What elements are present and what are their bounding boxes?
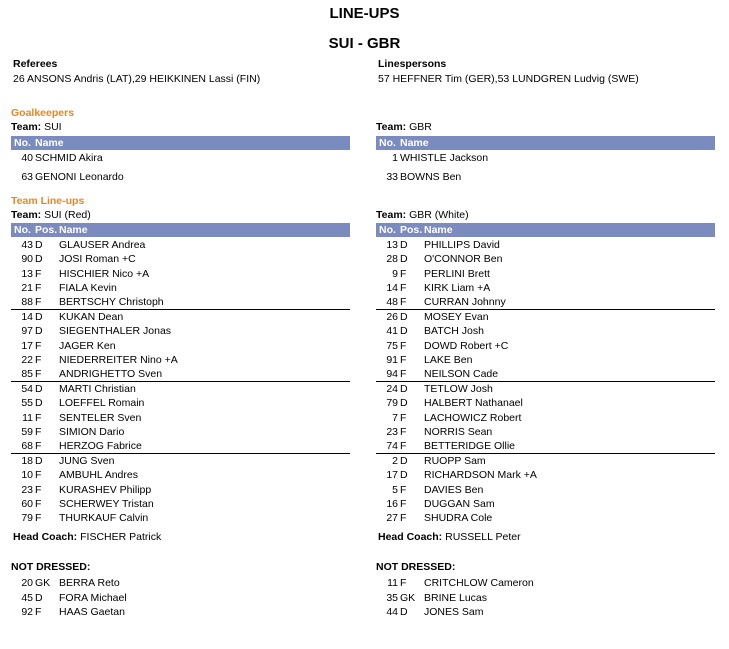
gk-team-left (11, 121, 62, 133)
player-row (376, 425, 715, 439)
player-name: BERTSCHY Christoph (59, 296, 164, 309)
player-number: 9 (392, 267, 398, 280)
player-position: F (400, 281, 407, 294)
player-name: SIMION Dario (59, 425, 125, 438)
player-row (11, 439, 350, 453)
player-position: D (35, 383, 43, 395)
player-name: SCHMID Akira (35, 152, 103, 164)
player-position: F (400, 353, 407, 366)
player-row (376, 310, 715, 324)
player-number: 21 (21, 281, 33, 294)
player-number: 24 (386, 383, 398, 395)
player-name: CRITCHLOW Cameron (424, 577, 534, 589)
player-name: KURASHEV Philipp (59, 483, 152, 496)
player-number: 35 (386, 591, 398, 604)
player-number: 11 (387, 577, 398, 589)
player-row (11, 252, 350, 266)
player-position: D (35, 239, 43, 251)
player-row (376, 281, 715, 295)
player-row (376, 324, 715, 338)
player-position: D (400, 455, 408, 467)
player-name: HERZOG Fabrice (59, 440, 142, 453)
player-row (11, 411, 350, 425)
player-name: ANDRIGHETTO Sven (59, 368, 163, 381)
lineup-header-right-no: No. (379, 224, 396, 236)
player-row (11, 605, 350, 619)
player-name: SENTELER Sven (59, 411, 142, 424)
player-row (11, 324, 350, 338)
player-position: F (400, 368, 407, 381)
player-number: 16 (386, 497, 398, 510)
player-row (11, 497, 350, 511)
player-position: F (35, 281, 42, 294)
player-position: F (35, 353, 42, 366)
gk-header-left-name: Name (35, 137, 64, 149)
player-name: JONES Sam (424, 606, 484, 618)
player-number: 85 (21, 368, 33, 381)
lineup-header-left-name: Name (59, 224, 88, 236)
player-position: F (400, 267, 407, 280)
player-name: CURRAN Johnny (424, 296, 506, 309)
player-position: GK (400, 591, 416, 604)
player-number: 28 (386, 253, 398, 266)
player-name: KUKAN Dean (59, 311, 124, 323)
player-number: 48 (386, 296, 398, 309)
player-name: DAVIES Ben (424, 483, 484, 496)
player-number: 13 (386, 239, 398, 251)
player-number: 45 (21, 591, 33, 604)
player-number: 43 (21, 239, 33, 251)
player-name: BATCH Josh (424, 325, 484, 338)
player-number: 55 (21, 397, 33, 410)
lineup-team-right-label: Team: (376, 209, 407, 221)
player-number: 60 (21, 497, 33, 510)
head-coach-left-label: Head Coach: (13, 531, 78, 543)
player-name: MOSEY Evan (424, 311, 489, 323)
player-row (11, 267, 350, 281)
player-name: RUOPP Sam (424, 455, 486, 467)
referees-value: 26 ANSONS Andris (LAT),29 HEIKKINEN Lassi (FIN) (13, 73, 261, 85)
player-name: LAKE Ben (424, 353, 473, 366)
goalkeepers-section-label: Goalkeepers (11, 107, 75, 119)
player-position: D (35, 455, 43, 467)
player-name: JAGER Ken (59, 339, 116, 352)
player-number: 88 (21, 296, 33, 309)
lineup-team-left-label: Team: (11, 209, 42, 221)
player-row (376, 454, 715, 468)
player-position: D (35, 253, 43, 266)
player-row (376, 411, 715, 425)
player-number: 17 (21, 339, 33, 352)
player-number: 91 (386, 353, 398, 366)
player-row (376, 468, 715, 482)
player-name: BETTERIDGE Ollie (424, 440, 516, 453)
lineups-section-label: Team Line-ups (11, 195, 85, 207)
player-name: NEILSON Cade (424, 368, 499, 381)
gk-header-left (11, 136, 350, 150)
player-position: F (35, 411, 42, 424)
player-position: D (400, 383, 408, 395)
player-name: JOSI Roman +C (59, 253, 136, 266)
player-row (11, 281, 350, 295)
player-number: 23 (21, 483, 33, 496)
player-position: F (400, 296, 407, 309)
lineup-header-right-pos: Pos. (400, 224, 423, 236)
player-name: DUGGAN Sam (424, 497, 495, 510)
player-position: F (35, 483, 42, 496)
player-number: 54 (21, 383, 33, 395)
player-position: F (35, 339, 42, 352)
player-position: D (400, 311, 408, 323)
player-number: 14 (386, 281, 398, 294)
player-name: BERRA Reto (59, 577, 120, 589)
player-number: 11 (22, 411, 33, 424)
player-row (11, 511, 350, 525)
not-dressed-right-label: NOT DRESSED: (376, 561, 456, 573)
player-name: SHUDRA Cole (424, 512, 493, 525)
player-name: LACHOWICZ Robert (424, 411, 522, 424)
player-number: 75 (386, 339, 398, 352)
player-row (376, 252, 715, 266)
player-number: 92 (21, 606, 33, 618)
player-number: 94 (386, 368, 398, 381)
player-position: F (35, 512, 42, 525)
player-position: F (35, 606, 42, 618)
player-name: SIEGENTHALER Jonas (59, 325, 172, 338)
lineup-header-left-no: No. (14, 224, 31, 236)
player-row (376, 382, 715, 396)
player-row (376, 576, 715, 590)
player-row (11, 238, 350, 252)
player-position: F (400, 440, 407, 453)
gk-header-right-name: Name (400, 137, 429, 149)
player-row (376, 170, 715, 184)
player-row (376, 591, 715, 605)
player-number: 97 (21, 325, 33, 338)
player-name: PERLINI Brett (424, 267, 490, 280)
player-name: HALBERT Nathanael (424, 397, 523, 410)
player-name: NORRIS Sean (424, 425, 493, 438)
matchup-title: SUI - GBR (328, 35, 401, 52)
player-number: 26 (386, 311, 398, 323)
player-number: 20 (21, 577, 33, 589)
player-row (376, 483, 715, 497)
player-row (11, 295, 350, 309)
gk-team-right-value: GBR (409, 121, 432, 133)
lineup-header-right-name: Name (424, 224, 453, 236)
player-row (11, 367, 350, 381)
player-number: 90 (21, 253, 33, 266)
player-position: F (400, 497, 407, 510)
player-position: F (35, 425, 42, 438)
player-number: 23 (386, 425, 398, 438)
player-row (376, 295, 715, 309)
player-name: THURKAUF Calvin (59, 512, 149, 525)
player-row (11, 483, 350, 497)
player-row (11, 454, 350, 468)
player-row (11, 425, 350, 439)
player-row (11, 151, 350, 165)
player-position: F (400, 425, 407, 438)
player-number: 18 (21, 455, 33, 467)
lineup-team-left (11, 209, 91, 221)
gk-header-left-no: No. (14, 137, 31, 149)
head-coach-left-value: FISCHER Patrick (80, 531, 162, 543)
lineup-header-left (11, 223, 350, 237)
player-name: AMBUHL Andres (59, 469, 138, 482)
player-position: D (400, 397, 408, 410)
head-coach-right (378, 531, 521, 543)
player-number: 68 (21, 440, 33, 453)
player-row (376, 497, 715, 511)
player-row (11, 576, 350, 590)
player-row (11, 353, 350, 367)
player-row (11, 396, 350, 410)
player-position: F (400, 512, 407, 525)
player-number: 7 (392, 411, 398, 424)
player-position: D (400, 239, 408, 251)
player-number: 40 (21, 152, 33, 164)
player-position: D (35, 591, 43, 604)
player-number: 41 (386, 325, 398, 338)
player-name: HISCHIER Nico +A (59, 267, 150, 280)
player-position: F (400, 411, 407, 424)
player-number: 10 (21, 469, 33, 482)
player-name: GLAUSER Andrea (59, 239, 146, 251)
player-name: MARTI Christian (59, 383, 136, 395)
player-name: GENONI Leonardo (35, 171, 124, 183)
player-row (11, 382, 350, 396)
player-number: 17 (386, 469, 398, 482)
player-position: F (35, 368, 42, 381)
player-row (376, 238, 715, 252)
lineup-team-right-value: GBR (White) (409, 209, 469, 221)
not-dressed-left-label: NOT DRESSED: (11, 561, 91, 573)
player-position: D (400, 325, 408, 338)
head-coach-right-value: RUSSELL Peter (445, 531, 521, 543)
player-number: 59 (21, 425, 33, 438)
lineup-team-left-value: SUI (Red) (44, 209, 91, 221)
linespersons-value: 57 HEFFNER Tim (GER),53 LUNDGREN Ludvig (SWE) (378, 73, 639, 85)
player-name: O'CONNOR Ben (424, 253, 503, 266)
player-number: 27 (386, 512, 398, 525)
player-number: 14 (21, 311, 33, 323)
player-number: 33 (386, 171, 398, 183)
player-name: WHISTLE Jackson (400, 152, 489, 164)
player-number: 2 (392, 455, 398, 467)
gk-team-left-label: Team: (11, 121, 42, 133)
player-row (376, 439, 715, 453)
player-number: 1 (392, 152, 398, 164)
player-number: 79 (21, 512, 33, 525)
player-position: D (35, 325, 43, 338)
player-number: 5 (392, 483, 398, 496)
player-name: BRINE Lucas (424, 591, 488, 604)
player-row (11, 468, 350, 482)
player-row (11, 170, 350, 184)
player-name: FORA Michael (59, 591, 127, 604)
player-position: D (400, 253, 408, 266)
player-position: F (35, 267, 42, 280)
player-row (11, 310, 350, 324)
player-name: FIALA Kevin (59, 281, 117, 294)
player-name: KIRK Liam +A (424, 281, 491, 294)
player-row (11, 591, 350, 605)
player-name: LOEFFEL Romain (59, 397, 145, 410)
player-number: 79 (386, 397, 398, 410)
player-row (376, 396, 715, 410)
lineup-team-right (376, 209, 469, 221)
player-number: 13 (21, 267, 33, 280)
player-name: TETLOW Josh (424, 383, 493, 395)
player-position: D (35, 311, 43, 323)
player-position: F (35, 497, 42, 510)
player-name: NIEDERREITER Nino +A (59, 353, 178, 366)
player-position: F (35, 469, 42, 482)
gk-header-right-no: No. (379, 137, 396, 149)
page-title: LINE-UPS (329, 5, 400, 22)
player-row (376, 267, 715, 281)
player-name: PHILLIPS David (424, 239, 500, 251)
player-number: 63 (21, 171, 33, 183)
gk-team-left-value: SUI (44, 121, 62, 133)
player-row (376, 605, 715, 619)
player-row (376, 353, 715, 367)
player-position: D (35, 397, 43, 410)
player-position: F (35, 440, 42, 453)
linespersons-label: Linespersons (378, 58, 447, 70)
player-position: F (35, 296, 42, 309)
head-coach-left (13, 531, 161, 543)
player-name: JUNG Sven (59, 455, 115, 467)
player-number: 22 (21, 353, 33, 366)
player-row (11, 339, 350, 353)
player-row (376, 151, 715, 165)
player-position: D (400, 469, 408, 482)
player-position: D (400, 606, 408, 618)
player-position: GK (35, 577, 51, 589)
player-row (376, 511, 715, 525)
player-name: SCHERWEY Tristan (59, 497, 154, 510)
head-coach-right-label: Head Coach: (378, 531, 443, 543)
player-row (376, 339, 715, 353)
player-position: F (400, 577, 407, 589)
player-name: RICHARDSON Mark +A (424, 469, 537, 482)
player-name: DOWD Robert +C (424, 339, 509, 352)
player-row (376, 367, 715, 381)
player-name: HAAS Gaetan (59, 606, 125, 618)
player-position: F (400, 483, 407, 496)
lineup-header-left-pos: Pos. (35, 224, 58, 236)
gk-team-right (376, 121, 432, 133)
gk-header-right (376, 136, 715, 150)
referees-label: Referees (13, 58, 58, 70)
lineup-header-right (376, 223, 715, 237)
gk-team-right-label: Team: (376, 121, 407, 133)
player-position: F (400, 339, 407, 352)
player-number: 74 (386, 440, 398, 453)
player-number: 44 (386, 606, 398, 618)
player-name: BOWNS Ben (400, 171, 462, 183)
